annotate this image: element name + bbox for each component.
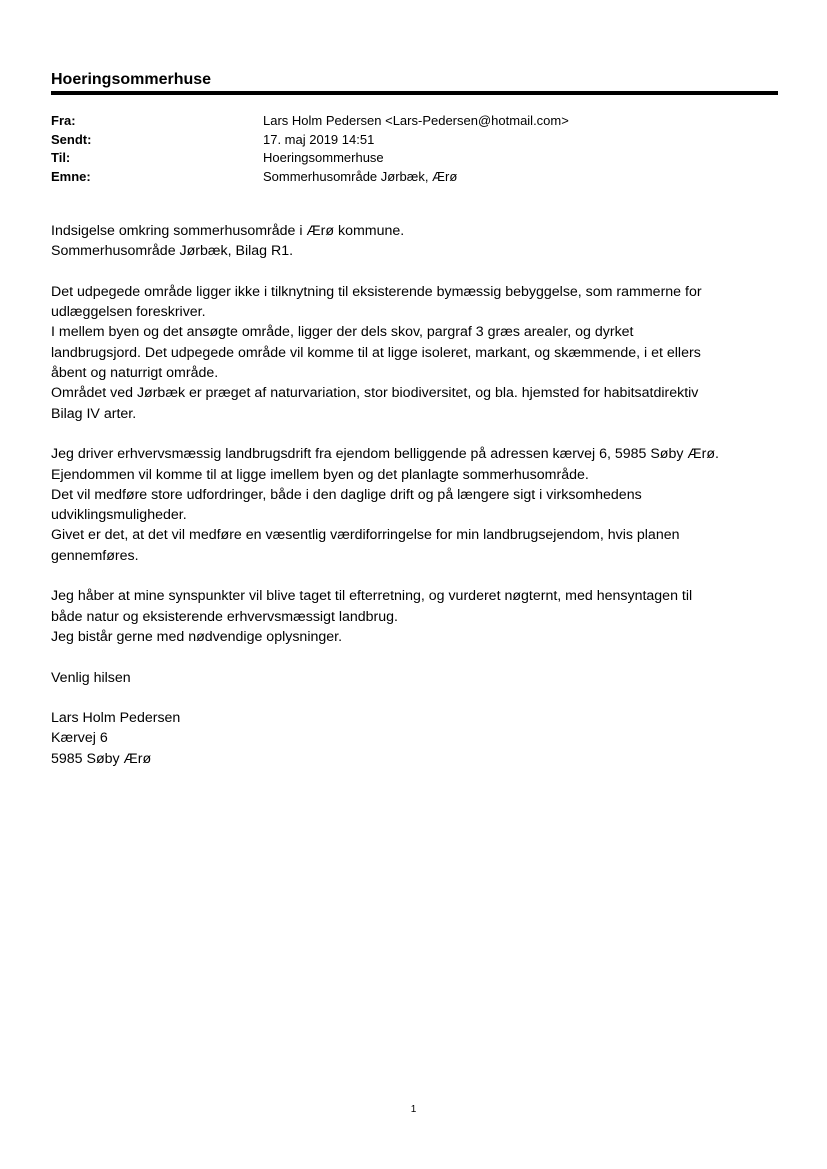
title-divider [51,91,778,95]
body-line: Jeg driver erhvervsmæssig landbrugsdrift fra ejendom belliggende på adressen kærvej 6, 5985 Søby Ærø. [51,446,719,463]
page-number: 1 [410,1104,417,1115]
header-row-sent [51,131,569,150]
body-paragraph [51,221,771,262]
body-line: Jeg bistår gerne med nødvendige oplysninger. [51,628,343,645]
header-value-sender: Lars Holm Pedersen <Lars-Pedersen@hotmail.com> [263,113,569,128]
body-line: Det vil medføre store udfordringer, både i den daglige drift og på længere sigt i virksomhedens [51,486,642,503]
body-line: udlæggelsen foreskriver. [51,304,206,321]
body-paragraph [51,444,771,566]
body-line: Bilag IV arter. [51,405,137,422]
header-label: Sendt: [51,131,92,147]
header-row-from [51,112,569,131]
email-body [51,221,771,789]
body-line: Venlig hilsen [51,669,131,686]
body-line: udviklingsmuligheder. [51,507,187,524]
body-line: Jeg håber at mine synspunkter vil blive taget til efterretning, og vurderet nøgternt, med hensyntagen til [51,588,693,605]
body-line: Ejendommen vil komme til at ligge imellem byen og det planlagte sommerhusområde. [51,466,589,483]
body-line: Kærvej 6 [51,730,108,747]
header-label: Fra: [51,113,76,128]
body-line: gennemføres. [51,547,139,564]
email-subject-title: Hoeringsommerhuse [51,71,212,88]
header-value-date: 17. maj 2019 14:51 [263,131,375,147]
header-label: Emne: [51,168,91,184]
body-line: både natur og eksisterende erhvervsmæssigt landbrug. [51,608,398,625]
body-line: åbent og naturrigt område. [51,365,219,382]
body-line: 5985 Søby Ærø [51,750,152,767]
body-line: Det udpegede område ligger ikke i tilknytning til eksisterende bymæssig bebyggelse, som rammerne for [51,283,702,300]
header-label: Til: [51,150,71,165]
body-line: Givet er det, at det vil medføre en væsentlig værdiforringelse for min landbrugsejendom, hvis planen [51,527,680,544]
body-line: landbrugsjord. Det udpegede område vil komme til at ligge isoleret, markant, og skæmmende, i et ellers [51,344,701,361]
body-paragraph [51,708,771,769]
body-line: Indsigelse omkring sommerhusområde i Ærø kommune. [51,223,405,239]
header-row-to [51,149,569,168]
body-paragraph [51,586,771,647]
header-row-subject [51,168,569,187]
body-line: Sommerhusområde Jørbæk, Bilag R1. [51,243,294,260]
body-line: Lars Holm Pedersen [51,710,181,727]
header-value-subject: Sommerhusområde Jørbæk, Ærø [263,168,458,184]
body-paragraph [51,668,771,688]
body-line: I mellem byen og det ansøgte område, ligger der dels skov, pargraf 3 græs arealer, og dyrket [51,324,634,341]
body-line: Området ved Jørbæk er præget af naturvariation, stor biodiversitet, og bla. hjemsted for habitsatdirektiv [51,385,699,402]
email-header-block [51,112,569,186]
body-paragraph [51,282,771,424]
header-value-recipient: Hoeringsommerhuse [263,150,384,165]
